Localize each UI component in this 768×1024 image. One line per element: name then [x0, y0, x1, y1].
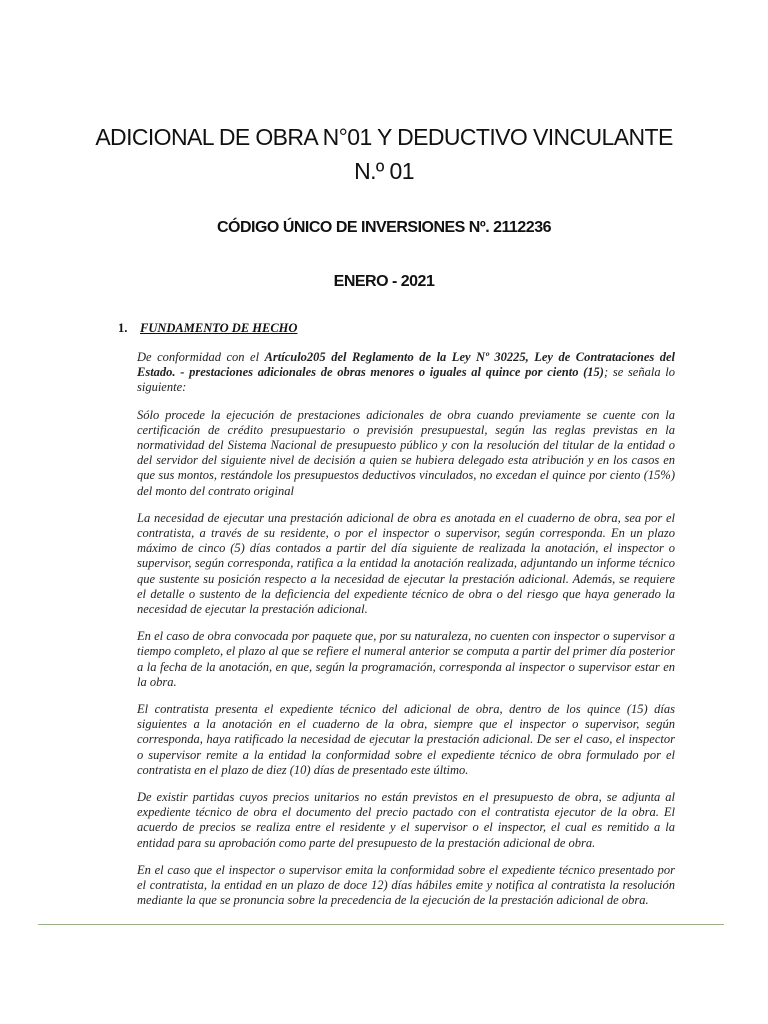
intro-paragraph	[137, 350, 675, 396]
intro-bold-citation: Artículo205 del Reglamento de la Ley Nº 30225, Ley de Contrataciones del Estado. - prestaciones adicionales de obras menores o iguales al quince por ciento (15)	[137, 350, 676, 380]
section-heading	[118, 321, 297, 336]
body-paragraph-4: El contratista presenta el expediente técnico del adicional de obra, dentro de los quince (15) días siguientes a la anotación en el cuaderno de la obra, siempre que el inspector o supervisor, según corresponda, haya ratificado la necesidad de ejecutar la prestación adicional. De ser el caso, el inspector o supervisor remite a la entidad la conformidad sobre el expediente técnico de obra formulado por el contratista en el plazo de diez (10) días de presentado este último.	[137, 702, 675, 777]
title-line-2: N.º 01	[354, 158, 414, 184]
body-paragraph-5: De existir partidas cuyos precios unitarios no están previstos en el presupuesto de obra, se adjunta al expediente técnico de obra el documento del precio pactado con el contratista ejecutor de la obra. El acuerdo de precios se realiza entre el residente y el supervisor o el inspector, el cual es remitido a la entidad para su aprobación como parte del presupuesto de la prestación adicional de obra.	[137, 790, 675, 850]
document-title	[60, 120, 708, 188]
body-paragraph-1: Sólo procede la ejecución de prestaciones adicionales de obra cuando previamente se cuente con la certificación de crédito presupuestario o previsión presupuestal, según las reglas previstas en la normatividad del Sistema Nacional de presupuesto público y con la resolución del titular de la entidad o del servidor del siguiente nivel de decisión a quien se hubiera delegado esta atribución y en los casos en que sus montos, restándole los presupuestos deductivos vinculados, no excedan el quince por ciento (15%) del monto del contrato original	[137, 407, 675, 498]
title-line-1: ADICIONAL DE OBRA N°01 Y DEDUCTIVO VINCULANTE	[95, 124, 673, 150]
body-paragraph-6: En el caso que el inspector o supervisor emita la conformidad sobre el expediente técnico presentado por el contratista, la entidad en un plazo de doce 12) días hábiles emite y notifica al contratista la resolución mediante la que se pronuncia sobre la precedencia de la ejecución de la prestación adicional de obra.	[137, 862, 675, 908]
section-title: FUNDAMENTO DE HECHO	[140, 321, 298, 335]
document-subtitle: CÓDIGO ÚNICO DE INVERSIONES Nº. 2112236	[216, 219, 551, 236]
document-body	[137, 350, 675, 921]
intro-text-2: ; se señala lo siguiente:	[137, 365, 675, 395]
body-paragraph-2: La necesidad de ejecutar una prestación adicional de obra es anotada en el cuaderno de obra, sea por el contratista, a través de su residente, o por el inspector o supervisor, según corresponda. En un plazo máximo de cinco (5) días contados a partir del día siguiente de realizada la anotación, el inspector o supervisor, según corresponda, ratifica a la entidad la anotación realizada, adjuntando un informe técnico que sustente su posición respecto a la necesidad de ejecutar la prestación adicional. Además, se requiere el detalle o sustento de la deficiencia del expediente técnico de obra o del riesgo que haya generado la necesidad de ejecutar la prestación adicional.	[137, 510, 675, 617]
section-number: 1.	[118, 321, 128, 335]
intro-text-1: De conformidad con el	[137, 350, 265, 364]
body-paragraph-3: En el caso de obra convocada por paquete que, por su naturaleza, no cuenten con inspector o supervisor a tiempo completo, el plazo al que se refiere el numeral anterior se computa a partir del primer día posterior a la fecha de la anotación, en que, según la programación, corresponda al inspector o supervisor estar en la obra.	[137, 629, 675, 689]
footer-rule	[38, 924, 724, 925]
document-date: ENERO - 2021	[333, 273, 435, 290]
